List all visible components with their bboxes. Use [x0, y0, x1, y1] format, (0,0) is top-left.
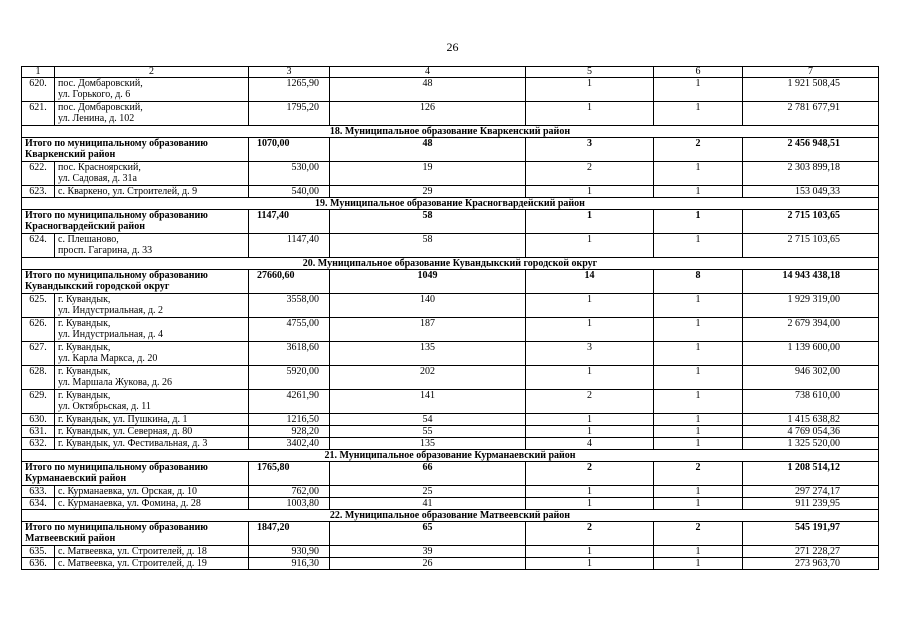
residents-value: 187	[330, 318, 526, 342]
section-header-row	[22, 510, 879, 522]
cost-value: 2 781 677,91	[743, 102, 879, 126]
address-line: ул. Карла Маркса, д. 20	[58, 353, 158, 364]
count-value: 1	[654, 558, 743, 570]
cost-value: 1 929 319,00	[743, 294, 879, 318]
table-row	[22, 438, 879, 450]
row-number: 636.	[22, 558, 55, 570]
row-number: 626.	[22, 318, 55, 342]
cost-value: 946 302,00	[743, 366, 879, 390]
address-line: г. Кувандык,	[58, 294, 111, 305]
count-value: 1	[526, 186, 654, 198]
row-number: 624.	[22, 234, 55, 258]
count-value: 1	[654, 102, 743, 126]
address-line: г. Кувандык, ул. Пушкина, д. 1	[58, 414, 188, 425]
cost-value: 1 415 638,82	[743, 414, 879, 426]
count-value: 2	[526, 522, 654, 546]
count-value: 3	[526, 342, 654, 366]
address-cell	[55, 546, 249, 558]
section-header-row	[22, 258, 879, 270]
table-row	[22, 414, 879, 426]
address-cell	[55, 342, 249, 366]
address-cell	[55, 366, 249, 390]
row-number: 635.	[22, 546, 55, 558]
count-value: 1	[526, 366, 654, 390]
column-header: 4	[330, 67, 526, 78]
count-value: 3	[526, 138, 654, 162]
address-cell	[55, 438, 249, 450]
subtotal-row	[22, 462, 879, 486]
table-row	[22, 102, 879, 126]
area-value: 1147,40	[249, 234, 330, 258]
subtotal-label	[22, 270, 249, 294]
cost-value: 1 208 514,12	[743, 462, 879, 486]
residents-value: 66	[330, 462, 526, 486]
residents-value: 65	[330, 522, 526, 546]
address-line: ул. Ленина, д. 102	[58, 113, 135, 124]
count-value: 1	[526, 414, 654, 426]
count-value: 1	[526, 78, 654, 102]
cost-value: 2 303 899,18	[743, 162, 879, 186]
address-line: ул. Октябрьская, д. 11	[58, 401, 151, 412]
cost-value: 2 715 103,65	[743, 234, 879, 258]
address-line: ул. Садовая, д. 31а	[58, 173, 137, 184]
address-cell	[55, 414, 249, 426]
address-line: пос. Красноярский,	[58, 162, 141, 173]
count-value: 4	[526, 438, 654, 450]
address-line: с. Матвеевка, ул. Строителей, д. 19	[58, 558, 207, 569]
area-value: 540,00	[249, 186, 330, 198]
address-line: просп. Гагарина, д. 33	[58, 245, 153, 256]
address-line: г. Кувандык, ул. Северная, д. 80	[58, 426, 193, 437]
residents-value: 19	[330, 162, 526, 186]
residents-value: 25	[330, 486, 526, 498]
count-value: 1	[654, 210, 743, 234]
count-value: 1	[526, 498, 654, 510]
residents-value: 55	[330, 426, 526, 438]
area-value: 4261,90	[249, 390, 330, 414]
count-value: 2	[526, 462, 654, 486]
cost-value: 911 239,95	[743, 498, 879, 510]
address-line: пос. Домбаровский,	[58, 78, 143, 89]
label-line: Матвеевский район	[25, 533, 116, 544]
address-line: пос. Домбаровский,	[58, 102, 143, 113]
count-value: 1	[654, 186, 743, 198]
housing-register-table	[21, 66, 879, 570]
address-cell	[55, 186, 249, 198]
count-value: 1	[654, 342, 743, 366]
address-cell	[55, 234, 249, 258]
cost-value: 738 610,00	[743, 390, 879, 414]
address-line: с. Матвеевка, ул. Строителей, д. 18	[58, 546, 207, 557]
residents-value: 54	[330, 414, 526, 426]
section-title: 21. Муниципальное образование Курманаевский район	[22, 450, 879, 462]
count-value: 1	[654, 366, 743, 390]
subtotal-row	[22, 270, 879, 294]
section-title: 19. Муниципальное образование Красногвардейский район	[22, 198, 879, 210]
address-line: г. Кувандык,	[58, 318, 111, 329]
area-value: 1265,90	[249, 78, 330, 102]
count-value: 2	[654, 138, 743, 162]
row-number: 623.	[22, 186, 55, 198]
area-value: 4755,00	[249, 318, 330, 342]
row-number: 627.	[22, 342, 55, 366]
column-header: 7	[743, 67, 879, 78]
column-header: 3	[249, 67, 330, 78]
residents-value: 29	[330, 186, 526, 198]
page-number: 26	[446, 40, 459, 54]
count-value: 1	[526, 426, 654, 438]
area-value: 27660,60	[249, 270, 330, 294]
count-value: 2	[526, 162, 654, 186]
address-line: г. Кувандык,	[58, 366, 111, 377]
table-row	[22, 486, 879, 498]
section-title: 20. Муниципальное образование Кувандыкский городской округ	[22, 258, 879, 270]
count-value: 1	[526, 294, 654, 318]
cost-value: 271 228,27	[743, 546, 879, 558]
label-line: Итого по муниципальному образованию	[25, 522, 208, 533]
subtotal-label	[22, 522, 249, 546]
count-value: 1	[654, 318, 743, 342]
table-row	[22, 342, 879, 366]
label-line: Кваркенский район	[25, 149, 116, 160]
count-value: 8	[654, 270, 743, 294]
count-value: 1	[526, 486, 654, 498]
residents-value: 58	[330, 234, 526, 258]
residents-value: 48	[330, 138, 526, 162]
label-line: Итого по муниципальному образованию	[25, 138, 208, 149]
label-line: Кувандыкский городской округ	[25, 281, 170, 292]
count-value: 2	[526, 390, 654, 414]
count-value: 1	[526, 546, 654, 558]
residents-value: 39	[330, 546, 526, 558]
table-row	[22, 294, 879, 318]
section-header-row	[22, 450, 879, 462]
count-value: 1	[654, 426, 743, 438]
row-number: 630.	[22, 414, 55, 426]
subtotal-row	[22, 138, 879, 162]
section-header-row	[22, 126, 879, 138]
subtotal-label	[22, 210, 249, 234]
residents-value: 26	[330, 558, 526, 570]
area-value: 916,30	[249, 558, 330, 570]
row-number: 622.	[22, 162, 55, 186]
address-cell	[55, 78, 249, 102]
address-line: г. Кувандык,	[58, 342, 111, 353]
address-cell	[55, 162, 249, 186]
table-body	[22, 67, 879, 570]
column-header: 1	[22, 67, 55, 78]
area-value: 1070,00	[249, 138, 330, 162]
count-value: 2	[654, 462, 743, 486]
section-header-row	[22, 198, 879, 210]
address-cell	[55, 102, 249, 126]
row-number: 629.	[22, 390, 55, 414]
residents-value: 202	[330, 366, 526, 390]
row-number: 620.	[22, 78, 55, 102]
address-cell	[55, 294, 249, 318]
cost-value: 1 325 520,00	[743, 438, 879, 450]
row-number: 621.	[22, 102, 55, 126]
table-row	[22, 498, 879, 510]
cost-value: 2 456 948,51	[743, 138, 879, 162]
address-cell	[55, 558, 249, 570]
count-value: 1	[654, 78, 743, 102]
row-number: 632.	[22, 438, 55, 450]
address-cell	[55, 426, 249, 438]
count-value: 1	[654, 414, 743, 426]
row-number: 628.	[22, 366, 55, 390]
subtotal-row	[22, 210, 879, 234]
count-value: 1	[526, 234, 654, 258]
column-header: 2	[55, 67, 249, 78]
cost-value: 2 679 394,00	[743, 318, 879, 342]
area-value: 1147,40	[249, 210, 330, 234]
residents-value: 48	[330, 78, 526, 102]
table-row	[22, 186, 879, 198]
area-value: 928,20	[249, 426, 330, 438]
address-cell	[55, 318, 249, 342]
count-value: 1	[526, 210, 654, 234]
cost-value: 1 921 508,45	[743, 78, 879, 102]
table-row	[22, 390, 879, 414]
area-value: 3618,60	[249, 342, 330, 366]
address-cell	[55, 390, 249, 414]
label-line: Итого по муниципальному образованию	[25, 270, 208, 281]
address-line: ул. Индустриальная, д. 2	[58, 305, 164, 316]
count-value: 1	[654, 486, 743, 498]
row-number: 625.	[22, 294, 55, 318]
residents-value: 135	[330, 342, 526, 366]
count-value: 1	[526, 102, 654, 126]
count-value: 1	[654, 546, 743, 558]
cost-value: 273 963,70	[743, 558, 879, 570]
count-value: 1	[526, 558, 654, 570]
residents-value: 140	[330, 294, 526, 318]
cost-value: 2 715 103,65	[743, 210, 879, 234]
column-number-row	[22, 67, 879, 78]
cost-value: 14 943 438,18	[743, 270, 879, 294]
count-value: 2	[654, 522, 743, 546]
count-value: 1	[526, 318, 654, 342]
count-value: 1	[654, 162, 743, 186]
cost-value: 545 191,97	[743, 522, 879, 546]
address-cell	[55, 486, 249, 498]
address-line: г. Кувандык,	[58, 390, 111, 401]
area-value: 5920,00	[249, 366, 330, 390]
area-value: 1216,50	[249, 414, 330, 426]
address-cell	[55, 498, 249, 510]
address-line: ул. Индустриальная, д. 4	[58, 329, 164, 340]
residents-value: 141	[330, 390, 526, 414]
address-line: с. Кваркено, ул. Строителей, д. 9	[58, 186, 198, 197]
count-value: 1	[654, 498, 743, 510]
area-value: 930,90	[249, 546, 330, 558]
table-row	[22, 366, 879, 390]
residents-value: 1049	[330, 270, 526, 294]
address-line: ул. Маршала Жукова, д. 26	[58, 377, 172, 388]
label-line: Итого по муниципальному образованию	[25, 210, 208, 221]
column-header: 5	[526, 67, 654, 78]
cost-value: 1 139 600,00	[743, 342, 879, 366]
count-value: 1	[654, 390, 743, 414]
cost-value: 4 769 054,36	[743, 426, 879, 438]
area-value: 762,00	[249, 486, 330, 498]
section-title: 22. Муниципальное образование Матвеевский район	[22, 510, 879, 522]
column-header: 6	[654, 67, 743, 78]
count-value: 14	[526, 270, 654, 294]
area-value: 1765,80	[249, 462, 330, 486]
row-number: 631.	[22, 426, 55, 438]
residents-value: 126	[330, 102, 526, 126]
area-value: 1003,80	[249, 498, 330, 510]
table-row	[22, 546, 879, 558]
area-value: 1795,20	[249, 102, 330, 126]
section-title: 18. Муниципальное образование Кваркенский район	[22, 126, 879, 138]
subtotal-label	[22, 138, 249, 162]
area-value: 3402,40	[249, 438, 330, 450]
table-row	[22, 426, 879, 438]
address-line: с. Плешаново,	[58, 234, 119, 245]
table-row	[22, 78, 879, 102]
label-line: Курманаевский район	[25, 473, 127, 484]
table-row	[22, 234, 879, 258]
count-value: 1	[654, 438, 743, 450]
subtotal-row	[22, 522, 879, 546]
subtotal-label	[22, 462, 249, 486]
table-row	[22, 318, 879, 342]
row-number: 634.	[22, 498, 55, 510]
address-line: ул. Горького, д. 6	[58, 89, 131, 100]
cost-value: 153 049,33	[743, 186, 879, 198]
address-line: г. Кувандык, ул. Фестивальная, д. 3	[58, 438, 208, 449]
residents-value: 58	[330, 210, 526, 234]
area-value: 3558,00	[249, 294, 330, 318]
area-value: 530,00	[249, 162, 330, 186]
address-line: с. Курманаевка, ул. Орская, д. 10	[58, 486, 198, 497]
area-value: 1847,20	[249, 522, 330, 546]
address-line: с. Курманаевка, ул. Фомина, д. 28	[58, 498, 201, 509]
label-line: Красногвардейский район	[25, 221, 145, 232]
count-value: 1	[654, 294, 743, 318]
residents-value: 135	[330, 438, 526, 450]
table-row	[22, 162, 879, 186]
row-number: 633.	[22, 486, 55, 498]
cost-value: 297 274,17	[743, 486, 879, 498]
table-row	[22, 558, 879, 570]
count-value: 1	[654, 234, 743, 258]
label-line: Итого по муниципальному образованию	[25, 462, 208, 473]
residents-value: 41	[330, 498, 526, 510]
